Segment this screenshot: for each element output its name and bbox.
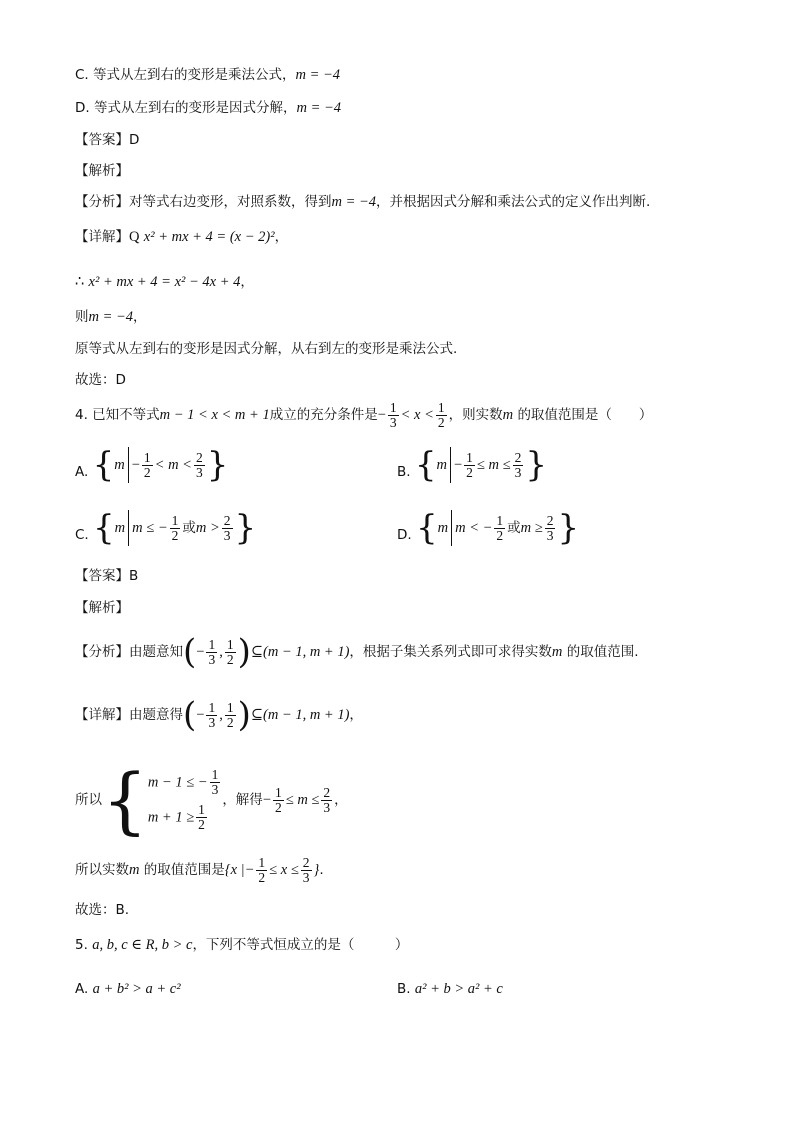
fraction: $\frac{1}{2}$ — [466, 449, 473, 480]
fraction: $\frac{2}{3}$ — [546, 512, 554, 543]
fraction: $\frac{2}{3}$ — [323, 784, 331, 815]
set-expression: { m − $\frac{1}{2}$ ≤ m ≤ $\frac{2}{3}$ } — [414, 445, 547, 485]
fraction: $\frac{1}{2}$ — [226, 636, 234, 667]
q5-option-b: B. a² + b > a² + c — [397, 981, 503, 997]
fraction: $\frac{1}{2}$ — [171, 512, 179, 543]
fraction: $\frac{1}{2}$ — [143, 449, 151, 480]
q3-fenxi: 【分析】对等式右边变形，对照系数，得到m = −4，并根据因式分解和乘法公式的定义作出判断. — [75, 194, 651, 210]
fraction: $\frac{2}{3}$ — [514, 449, 522, 480]
set-expression: { m m ≤ − $\frac{1}{2}$ 或 m > $\frac{2}{3}$ } — [93, 508, 257, 548]
q4-answer: 【答案】B — [75, 568, 139, 584]
q3-option-c: C. 等式从左到右的变形是乘法公式，m = −4 — [75, 67, 341, 83]
q3-xiangjie: 【详解】Q x² + mx + 4 = (x − 2)²， — [75, 229, 289, 245]
inequality-system: m − 1 ≤ − $\frac{1}{3}$ m + 1 ≥ $\frac{1}{2}$ — [147, 767, 219, 832]
q3-answer: 【答案】D — [75, 132, 140, 148]
q4-option-c: C. { m m ≤ − $\frac{1}{2}$ 或 m > $\frac{2}{3}$ } — [75, 508, 257, 548]
fraction: $\frac{1}{3}$ — [389, 399, 397, 430]
q3-step2: ∴ x² + mx + 4 = x² − 4x + 4， — [75, 274, 254, 290]
q4-fenxi: 【分析】由题意知(− $\frac{1}{3}$ , $\frac{1}{2}$ )⊆(m − 1, m + 1)，根据子集关系列式即可求得实数m 的取值范围. — [75, 632, 639, 672]
fraction: $\frac{1}{2}$ — [198, 802, 205, 832]
q4-stem: 4. 已知不等式m − 1 < x < m + 1成立的充分条件是− $\frac{1}{3}$ < x < $\frac{1}{2}$ ，则实数m 的取值范围是（ ） — [75, 399, 653, 430]
q5-stem: 5. a, b, c ∈ R, b > c，下列不等式恒成立的是（ ） — [75, 937, 409, 953]
q5-option-a: A. a + b² > a + c² — [75, 981, 181, 997]
q3-option-d: D. 等式从左到右的变形是因式分解，m = −4 — [75, 100, 342, 116]
set-expression: { m − $\frac{1}{2}$ < m < $\frac{2}{3}$ } — [92, 445, 229, 485]
q4-system: 所以 { m − 1 ≤ − $\frac{1}{3}$ m + 1 ≥ $\frac{1}{2}$ ，解得 − $\frac{1}{2}$ ≤ m ≤ $\frac{2}{3}$ ， — [75, 758, 348, 842]
fraction: $\frac{2}{3}$ — [223, 512, 231, 543]
fraction: $\frac{1}{3}$ — [208, 636, 216, 667]
fraction: $\frac{2}{3}$ — [302, 854, 310, 885]
q4-range: 所以实数m 的取值范围是{x |− $\frac{1}{2}$ ≤ x ≤ $\frac{2}{3}$ }. — [75, 854, 324, 885]
q3-step3: 则m = −4， — [75, 309, 147, 325]
fraction: $\frac{1}{2}$ — [275, 784, 282, 815]
fraction: $\frac{1}{3}$ — [211, 767, 219, 797]
q4-option-a: A. { m − $\frac{1}{2}$ < m < $\frac{2}{3}$ } — [75, 445, 229, 485]
set-expression: { m m < − $\frac{1}{2}$ 或 m ≥ $\frac{2}{3}$ } — [415, 508, 580, 548]
q4-option-b: B. { m − $\frac{1}{2}$ ≤ m ≤ $\frac{2}{3}$ } — [397, 445, 547, 485]
q4-choice: 故选：B. — [75, 902, 130, 918]
fraction: $\frac{1}{2}$ — [226, 699, 234, 730]
fraction: $\frac{1}{2}$ — [258, 854, 266, 885]
q3-choice: 故选：D — [75, 372, 126, 388]
fraction: $\frac{1}{3}$ — [208, 699, 216, 730]
q3-step4: 原等式从左到右的变形是因式分解，从右到左的变形是乘法公式. — [75, 341, 458, 357]
fraction: $\frac{2}{3}$ — [195, 449, 203, 480]
q4-analysis-heading: 【解析】 — [75, 600, 129, 616]
fraction: $\frac{1}{2}$ — [496, 512, 504, 543]
fraction: $\frac{1}{2}$ — [437, 399, 445, 430]
q3-analysis-heading: 【解析】 — [75, 163, 129, 179]
q4-option-d: D. { m m < − $\frac{1}{2}$ 或 m ≥ $\frac{2}{3}$ } — [397, 508, 580, 548]
q4-xiangjie: 【详解】由题意得(− $\frac{1}{3}$ , $\frac{1}{2}$ )⊆(m − 1, m + 1)， — [75, 695, 363, 735]
